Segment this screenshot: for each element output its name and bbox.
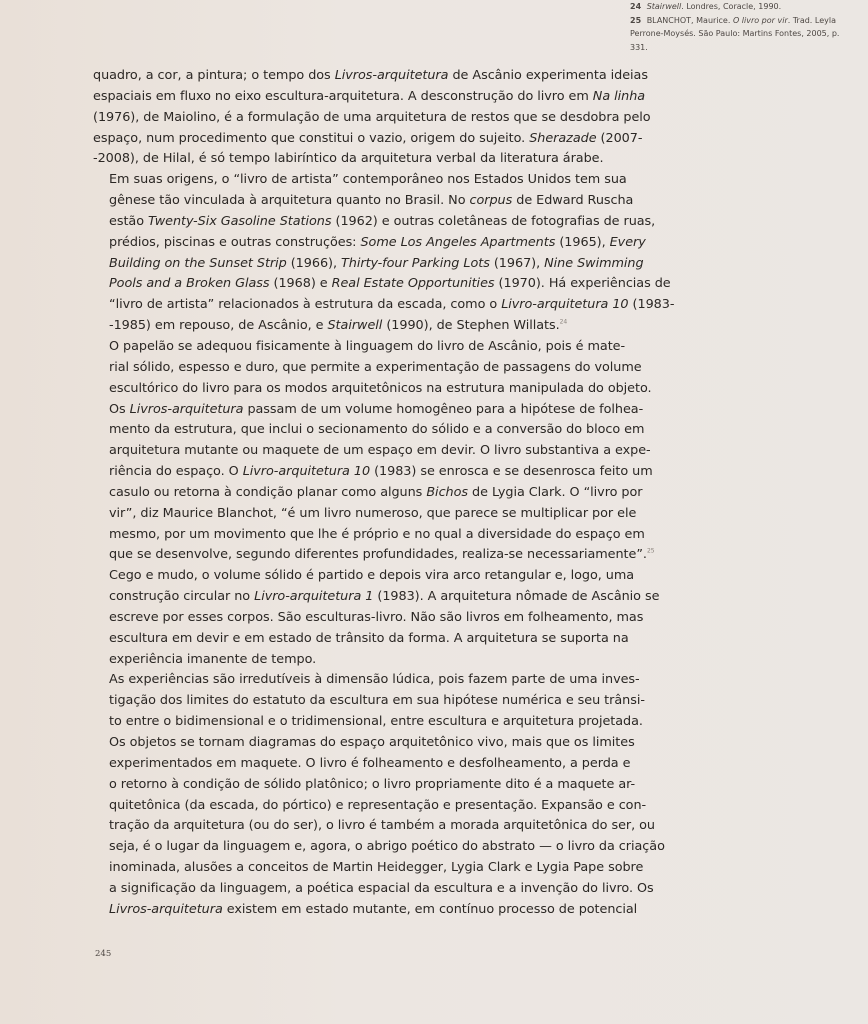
text-line: mento da estrutura, que inclui o secionamento do sólido e a conversão do bloco em: [109, 422, 645, 438]
text-line: Os Livros-arquitetura passam de um volume homogêneo para a hipótese de folhea-: [109, 401, 644, 417]
text-line: (1976), de Maiolino, é a formulação de uma arquitetura de restos que se desdobra pelo: [93, 109, 651, 125]
text-line: que se desenvolve, segundo diferentes profundidades, realiza-se necessariamente”.$^{25}$: [109, 547, 655, 563]
text-line: o retorno à condição de sólido platônico; o livro propriamente dito é a maquete ar-: [109, 776, 636, 792]
text-line: Cego e mudo, o volume sólido é partido e depois vira arco retangular e, logo, uma: [109, 568, 635, 584]
paragraph-2: [93, 170, 675, 337]
text-line: Os objetos se tornam diagramas do espaço arquitetônico vivo, mais que os limites: [109, 735, 635, 750]
paragraph-4: [93, 670, 665, 920]
footnote-text: Stairwell. Londres, Coracle, 1990.: [646, 2, 782, 11]
text-line: -2008), de Hilal, é só tempo labiríntico da arquitetura verbal da literatura árabe.: [93, 151, 604, 167]
paragraph-3: [93, 337, 660, 671]
text-line: estão Twenty-Six Gasoline Stations (1962) e outras coletâneas de fotografias de ruas,: [109, 213, 656, 229]
text-line: espaço, num procedimento que constitui o vazio, origem do sujeito. Sherazade (2007-: [93, 130, 643, 146]
footnote-number: 24: [630, 2, 642, 11]
text-line: a significação da linguagem, a poética espacial da escultura e a invenção do livro. Os: [109, 880, 654, 896]
footnote-number: 25: [630, 15, 642, 25]
text-line: Em suas origens, o “livro de artista” contemporâneo nos Estados Unidos tem sua: [109, 172, 627, 188]
text-line: “livro de artista” relacionados à estrutura da escada, como o Livro-arquitetura 10 (1983-: [109, 297, 675, 313]
main-text-column: [93, 66, 675, 921]
text-line: espaciais em fluxo no eixo escultura-arquitetura. A desconstrução do livro em Na linha: [93, 88, 646, 104]
text-line: quitetônica (da escada, do pórtico) e representação e presentação. Expansão e con-: [109, 797, 647, 813]
text-line: escultura em devir e em estado de trânsito da forma. A arquitetura se suporta na: [109, 630, 629, 646]
footnote-25: [630, 14, 850, 55]
text-line: Livros-arquitetura existem em estado mutante, em contínuo processo de potencial: [109, 901, 638, 917]
text-line: experiência imanente de tempo.: [109, 651, 317, 667]
text-line: -1985) em repouso, de Ascânio, e Stairwell (1990), de Stephen Willats.$^{24}$: [109, 318, 568, 334]
text-line: inominada, alusões a conceitos de Martin Heidegger, Lygia Clark e Lygia Pape sobre: [109, 860, 644, 876]
text-line: casulo ou retorna à condição planar como alguns Bichos de Lygia Clark. O “livro por: [109, 484, 643, 500]
text-line: escreve por esses corpos. São esculturas-livro. Não são livros em folheamento, mas: [109, 609, 644, 625]
text-line: tigação dos limites do estatuto da escultura em sua hipótese numérica e seu trânsi-: [109, 693, 645, 709]
text-line: quadro, a cor, a pintura; o tempo dos Livros-arquitetura de Ascânio experimenta ideias: [93, 68, 648, 83]
text-line: riência do espaço. O Livro-arquitetura 10 (1983) se enrosca e se desenrosca feito um: [109, 464, 653, 480]
footnotes: [630, 0, 850, 54]
paragraph-1: [93, 66, 651, 170]
text-line: tração da arquitetura (ou do ser), o livro é também a morada arquitetônica do ser, ou: [109, 818, 655, 834]
text-line: Building on the Sunset Strip (1966), Thirty-four Parking Lots (1967), Nine Swimming: [109, 255, 644, 271]
text-line: to entre o bidimensional e o tridimensional, entre escultura e arquitetura projetada.: [109, 714, 643, 730]
text-line: arquitetura mutante ou maquete de um espaço em devir. O livro substantiva a expe-: [109, 443, 651, 459]
page-number: 245: [95, 949, 112, 959]
text-line: prédios, piscinas e outras construções: Some Los Angeles Apartments (1965), Every: [109, 234, 646, 250]
footnote-24: [630, 0, 850, 14]
text-line: O papelão se adequou fisicamente à linguagem do livro de Ascânio, pois é mate-: [109, 338, 626, 354]
text-line: gênese tão vinculada à arquitetura quanto no Brasil. No corpus de Edward Ruscha: [109, 193, 634, 209]
text-line: experimentados em maquete. O livro é folheamento e desfolheamento, a perda e: [109, 755, 631, 771]
text-line: escultórico do livro para os modos arquitetônicos na estrutura manipulada do objeto.: [109, 380, 652, 396]
text-line: construção circular no Livro-arquitetura 1 (1983). A arquitetura nômade de Ascânio se: [109, 589, 660, 605]
footnote-text: BLANCHOT, Maurice. O livro por vir. Trad. Leyla Perrone-Moysés. São Paulo: Martins Fontes, 2005, p. 331.: [630, 15, 840, 52]
text-line: mesmo, por um movimento que lhe é próprio e no qual a diversidade do espaço em: [109, 526, 645, 542]
text-line: vir”, diz Maurice Blanchot, “é um livro numeroso, que parece se multiplicar por ele: [109, 505, 637, 521]
text-line: As experiências são irredutíveis à dimensão lúdica, pois fazem parte de uma inves-: [109, 672, 640, 688]
text-line: Pools and a Broken Glass (1968) e Real Estate Opportunities (1970). Há experiências de: [109, 276, 671, 292]
text-line: seja, é o lugar da linguagem e, agora, o abrigo poético do abstrato — o livro da criação: [109, 839, 665, 855]
text-line: rial sólido, espesso e duro, que permite a experimentação de passagens do volume: [109, 359, 642, 375]
